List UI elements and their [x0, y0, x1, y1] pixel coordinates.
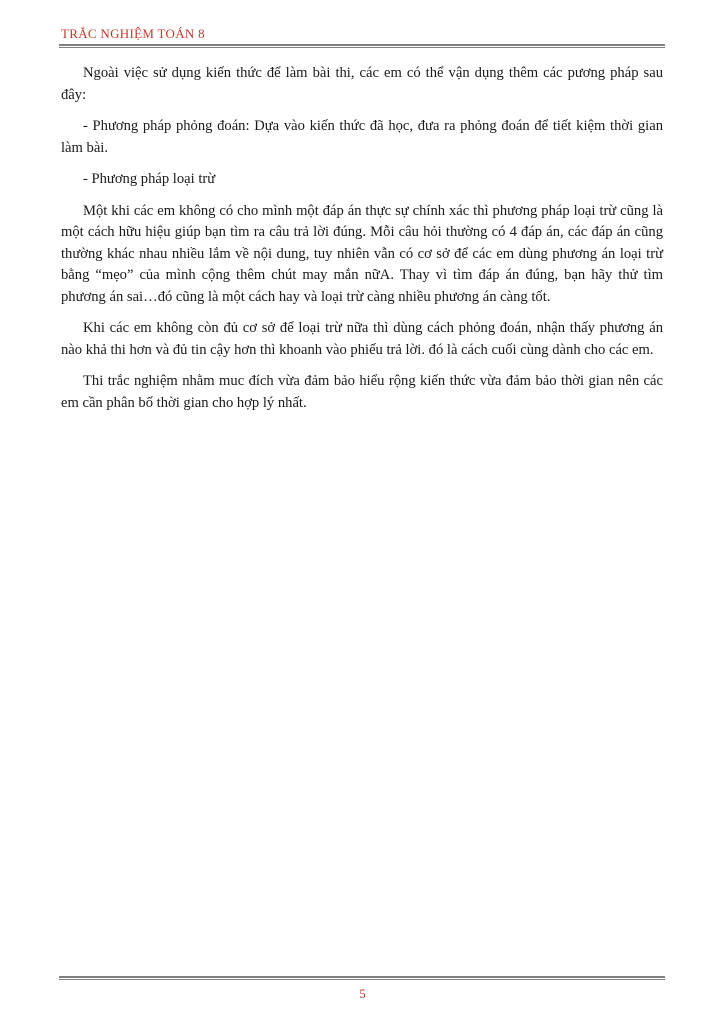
document-body [61, 63, 663, 424]
header-divider [59, 44, 665, 48]
page-number: 5 [359, 986, 366, 1001]
body-paragraph-3: - Phương pháp loại trừ [83, 171, 216, 187]
body-paragraph-5: Khi các em không còn đủ cơ sở để loại trừ nữa thì dùng cách phỏng đoán, nhận thấy phương án nào khả thi hơn và đủ tin cậy hơn thì khoanh vào phiếu trả lời. đó là cách cuối cùng dành cho các em. [61, 320, 663, 358]
page-header-title: TRẮC NGHIỆM TOÁN 8 [61, 26, 205, 41]
body-paragraph-2: - Phương pháp phỏng đoán: Dựa vào kiến thức đã học, đưa ra phỏng đoán để tiết kiệm thời gian làm bài. [61, 118, 663, 156]
body-paragraph-6: Thi trắc nghiệm nhằm muc đích vừa đảm bảo hiểu rộng kiến thức vừa đảm bảo thời gian nên các em cần phân bố thời gian cho hợp lý nhất. [61, 373, 663, 411]
footer-divider [59, 976, 665, 980]
body-paragraph-4: Một khi các em không có cho mình một đáp án thực sự chính xác thì phương pháp loại trừ cũng là một cách hữu hiệu giúp bạn tìm ra câu trả lời đúng. Mỗi câu hỏi thường có 4 đáp án, các đáp án cũng thường khác nhau nhiều lắm về nội dung, tuy nhiên vẫn có cơ sở để các em dùng phương án loại trừ bằng “mẹo” của mình cộng thêm chút may mắn nữA. Thay vì tìm đáp án đúng, bạn hãy thử tìm phương án sai…đó cũng là một cách hay và loại trừ càng nhiều phương án càng tốt. [61, 202, 663, 305]
body-paragraph-1: Ngoài việc sử dụng kiến thức để làm bài thi, các em có thể vận dụng thêm các pương pháp sau đây: [61, 65, 663, 103]
